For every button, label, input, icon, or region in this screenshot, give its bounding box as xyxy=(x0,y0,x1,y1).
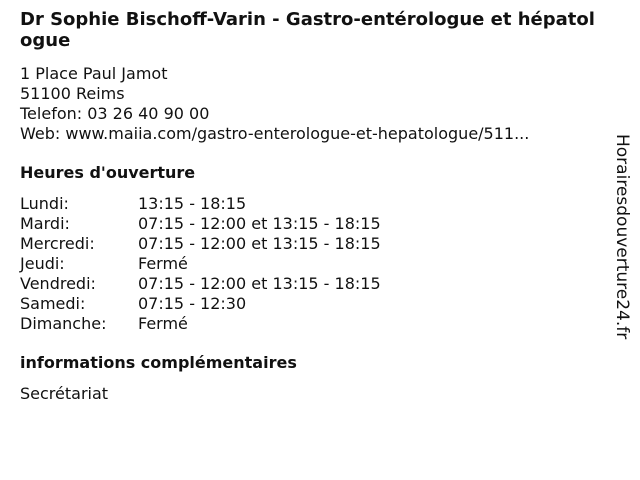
hours-row-saturday xyxy=(20,294,440,314)
day-hours: 07:15 - 12:00 et 13:15 - 18:15 xyxy=(138,274,381,293)
day-label: Dimanche: xyxy=(20,314,107,333)
day-hours: Fermé xyxy=(138,254,188,273)
hours-row-monday xyxy=(20,194,440,214)
additional-info-text: Secrétariat xyxy=(20,384,109,403)
hours-row-wednesday xyxy=(20,234,440,254)
day-label: Mardi: xyxy=(20,214,70,233)
day-hours: 07:15 - 12:00 et 13:15 - 18:15 xyxy=(138,214,381,233)
day-label: Lundi: xyxy=(20,194,69,213)
day-hours: Fermé xyxy=(138,314,188,333)
brand-watermark: Horairesdouverture24.fr xyxy=(612,134,632,340)
opening-hours-table xyxy=(20,194,440,334)
additional-info-heading: informations complémentaires xyxy=(20,353,297,372)
page-title: Dr Sophie Bischoff-Varin - Gastro-entérologue et hépatologue xyxy=(20,9,595,51)
opening-hours-heading: Heures d'ouverture xyxy=(20,163,196,182)
hours-row-thursday xyxy=(20,254,440,274)
hours-row-sunday xyxy=(20,314,440,334)
address-street: 1 Place Paul Jamot xyxy=(20,64,168,83)
day-label: Vendredi: xyxy=(20,274,96,293)
day-hours: 13:15 - 18:15 xyxy=(138,194,247,213)
day-hours: 07:15 - 12:00 et 13:15 - 18:15 xyxy=(138,234,381,253)
day-hours: 07:15 - 12:30 xyxy=(138,294,247,313)
address-block xyxy=(20,64,529,144)
day-label: Samedi: xyxy=(20,294,86,313)
website-text: Web: www.maiia.com/gastro-enterologue-et-hepatologue/511... xyxy=(20,124,530,143)
day-label: Jeudi: xyxy=(20,254,65,273)
address-city: 51100 Reims xyxy=(20,84,125,103)
phone-text: Telefon: 03 26 40 90 00 xyxy=(20,104,210,123)
hours-row-tuesday xyxy=(20,214,440,234)
day-label: Mercredi: xyxy=(20,234,95,253)
hours-row-friday xyxy=(20,274,440,294)
